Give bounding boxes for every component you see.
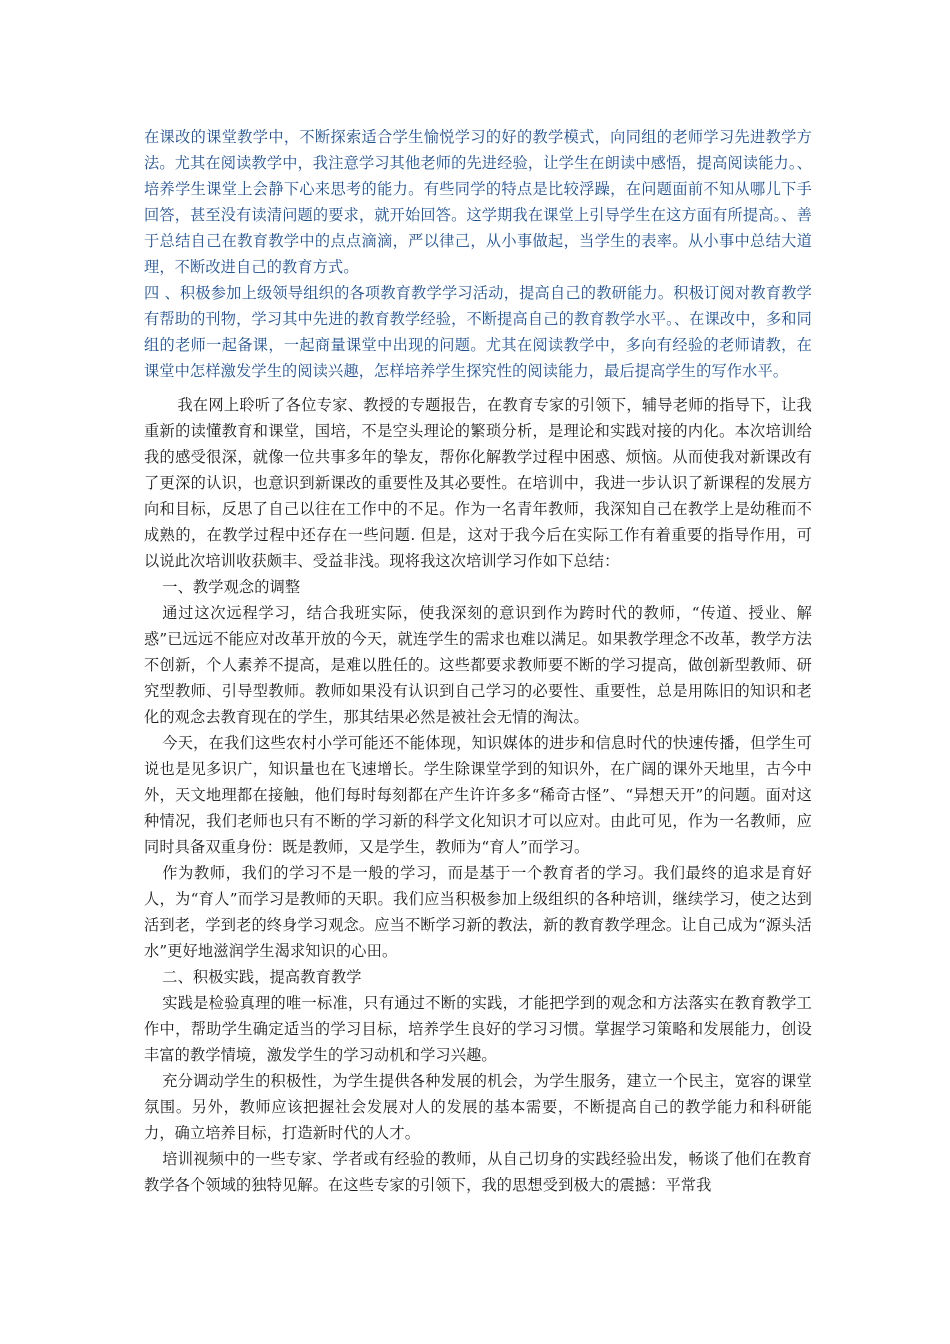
body-paragraph-rural-school: 今天，在我们这些农村小学可能还不能体现，知识媒体的进步和信息时代的快速传播，但学生可说也是见多识广，知识量也在飞速增长。学生除课堂学到的知识外，在广阔的课外天地里，古今中外，天文地理都在接触，他们每时每刻都在产生许许多多“稀奇古怪”、“异想天开”的问题。面对这种情况，我们老师也只有不断的学习新的科学文化知识才可以应对。由此可见，作为一名教师，应同时具备双重身份：既是教师，又是学生，教师为“育人”而学习。: [144, 734, 812, 856]
document-body: [144, 124, 812, 1198]
intro-paragraph: 我在网上聆听了各位专家、教授的专题报告，在教育专家的引领下，辅导老师的指导下，让我重新的读懂教育和课堂，国培，不是空头理论的繁琐分析，是理论和实践对接的内化。本次培训给我的感受很深，就像一位共事多年的挚友，帮你化解教学过程中困惑、烦恼。从而使我对新课改有了更深的认识，也意识到新课改的重要性及其必要性。在培训中，我进一步认识了新课程的发展方向和目标，反思了自己以往在工作中的不足。作为一名青年教师，我深知自己在教学上是幼稚而不成熟的，在教学过程中还存在一些问题. 但是，这对于我今后在实际工作有着重要的指导作用，可以说此次培训收获颇丰、受益非浅。现将我这次培训学习作如下总结：: [144, 396, 812, 570]
body-paragraph-teacher-learning: 作为教师，我们的学习不是一般的学习，而是基于一个教育者的学习。我们最终的追求是育好人，为“育人”而学习是教师的天职。我们应当积极参加上级组织的各种培训，继续学习，使之达到活到老，学到老的终身学习观念。应当不断学习新的教法，新的教育教学理念。让自己成为“源头活水”更好地滋润学生渴求知识的心田。: [144, 864, 812, 960]
body-paragraph-remote-learning: 通过这次远程学习，结合我班实际，使我深刻的意识到作为跨时代的教师，“传道、授业、解惑”已远远不能应对改革开放的今天，就连学生的需求也难以满足。如果教学理念不改革，教学方法不创新，个人素养不提高，是难以胜任的。这些都要求教师要不断的学习提高，做创新型教师、研究型教师、引导型教师。教师如果没有认识到自己学习的必要性、重要性，总是用陈旧的知识和老化的观念去教育现在的学生，那其结果必然是被社会无情的淘汰。: [144, 604, 812, 726]
section-heading-teaching-concept: 一、教学观念的调整: [162, 578, 301, 596]
body-paragraph-student-motivation: 充分调动学生的积极性，为学生提供各种发展的机会，为学生服务，建立一个民主，宽容的课堂氛围。另外，教师应该把握社会发展对人的发展的基本需要，不断提高自己的教学能力和科研能力，确立培养目标，打造新时代的人才。: [144, 1072, 812, 1142]
body-paragraph-practice-truth: 实践是检验真理的唯一标准，只有通过不断的实践，才能把学到的观念和方法落实在教育教学工作中，帮助学生确定适当的学习目标，培养学生良好的学习习惯。掌握学习策略和发展能力，创设丰富的教学情境，激发学生的学习动机和学习兴趣。: [144, 994, 812, 1064]
blue-paragraph-teaching-methods: 在课改的课堂教学中，不断探索适合学生愉悦学习的好的教学模式，向同组的老师学习先进教学方法。尤其在阅读教学中，我注意学习其他老师的先进经验，让学生在朗读中感悟，提高阅读能力。、培养学生课堂上会静下心来思考的能力。有些同学的特点是比较浮躁，在问题面前不知从哪儿下手回答，甚至没有读清问题的要求，就开始回答。这学期我在课堂上引导学生在这方面有所提高。、善于总结自己在教育教学中的点点滴滴，严以律己，从小事做起，当学生的表率。从小事中总结大道理，不断改进自己的教育方式。: [144, 128, 812, 276]
blue-text-section: [144, 124, 812, 384]
body-paragraph-training-video: 培训视频中的一些专家、学者或有经验的教师，从自己切身的实践经验出发，畅谈了他们在教育教学各个领域的独特见解。在这些专家的引领下，我的思想受到极大的震撼：平常我: [144, 1150, 812, 1194]
blue-paragraph-section-four: 四 、积极参加上级领导组织的各项教育教学学习活动，提高自己的教研能力。积极订阅对教育教学有帮助的刊物，学习其中先进的教育教学经验，不断提高自己的教育教学水平。、在课改中，多和同组的老师一起备课，一起商量课堂中出现的问题。尤其在阅读教学中，多向有经验的老师请教，在课堂中怎样激发学生的阅读兴趣，怎样培养学生探究性的阅读能力，最后提高学生的写作水平。: [144, 284, 812, 380]
section-heading-practice: 二、积极实践，提高教育教学: [162, 968, 362, 986]
